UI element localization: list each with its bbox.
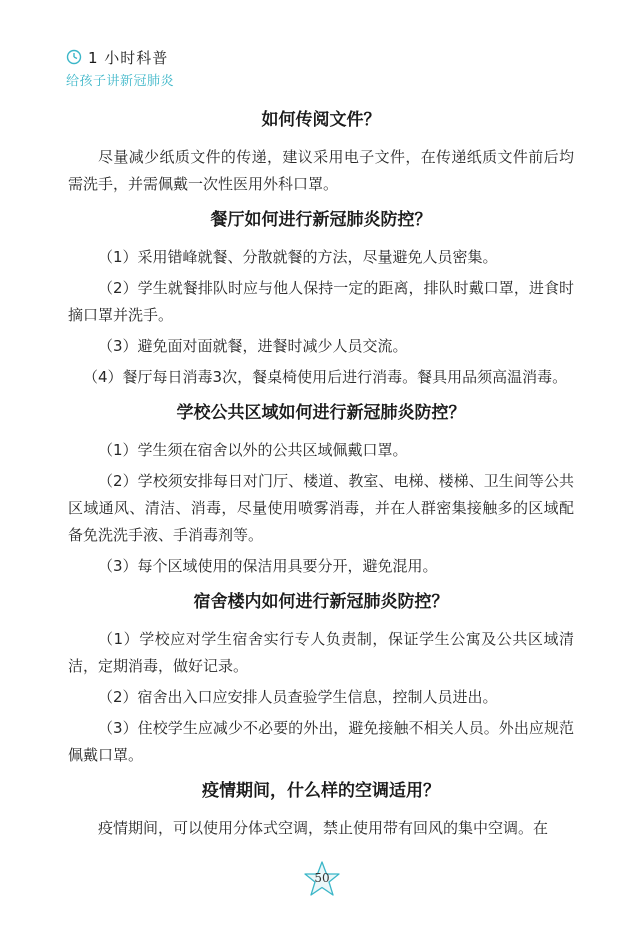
page-content [68,100,574,846]
section-heading: 如何传阅文件？ [261,110,381,130]
section-heading: 餐厅如何进行新冠肺炎防控？ [210,210,432,230]
list-item: （1）学校应对学生宿舍实行专人负责制，保证学生公寓及公共区域清洁，定期消毒，做好记录。 [68,630,574,675]
list-item: （4）餐厅每日消毒3次，餐桌椅使用后进行消毒。餐具用品须高温消毒。 [83,368,568,386]
book-subtitle: 给孩子讲新冠肺炎 [66,74,175,89]
section-heading: 疫情期间，什么样的空调适用？ [202,781,440,801]
list-item: （2）宿舍出入口应安排人员查验学生信息，控制人员进出。 [98,688,498,706]
book-series-title: 1 小时科普 [88,48,169,67]
section-canteen [68,202,574,391]
list-item: （2）学校须安排每日对门厅、楼道、教室、电梯、楼梯、卫生间等公共区域通风、清洁、消毒，尽量使用喷雾消毒，并在人群密集接触多的区域配备免洗洗手液、手消毒剂等。 [68,472,574,544]
list-item: （1）学生须在宿舍以外的公共区域佩戴口罩。 [98,441,408,459]
header-top-row [66,46,174,68]
page-number: 50 [314,871,330,885]
list-item: （3）避免面对面就餐，进餐时减少人员交流。 [98,337,408,355]
running-header [66,46,174,89]
list-item: （3）每个区域使用的保洁用具要分开，避免混用。 [98,557,438,575]
section-public-areas [68,395,574,580]
paragraph: 疫情期间，可以使用分体式空调，禁止使用带有回风的集中空调。在 [98,819,549,837]
list-item: （3）住校学生应减少不必要的外出，避免接触不相关人员。外出应规范佩戴口罩。 [68,719,574,764]
section-heading: 宿舍楼内如何进行新冠肺炎防控？ [193,592,449,612]
page-number-badge [302,860,342,900]
section-document-passing [68,102,574,198]
list-item: （1）采用错峰就餐、分散就餐的方法，尽量避免人员密集。 [98,248,498,266]
section-air-conditioning [68,773,574,842]
paragraph: 尽量减少纸质文件的传递，建议采用电子文件，在传递纸质文件前后均需洗手，并需佩戴一次性医用外科口罩。 [68,148,574,193]
section-dormitory [68,584,574,769]
list-item: （2）学生就餐排队时应与他人保持一定的距离，排队时戴口罩，进食时摘口罩并洗手。 [68,279,574,324]
clock-icon [66,49,82,65]
section-heading: 学校公共区域如何进行新冠肺炎防控？ [176,403,466,423]
